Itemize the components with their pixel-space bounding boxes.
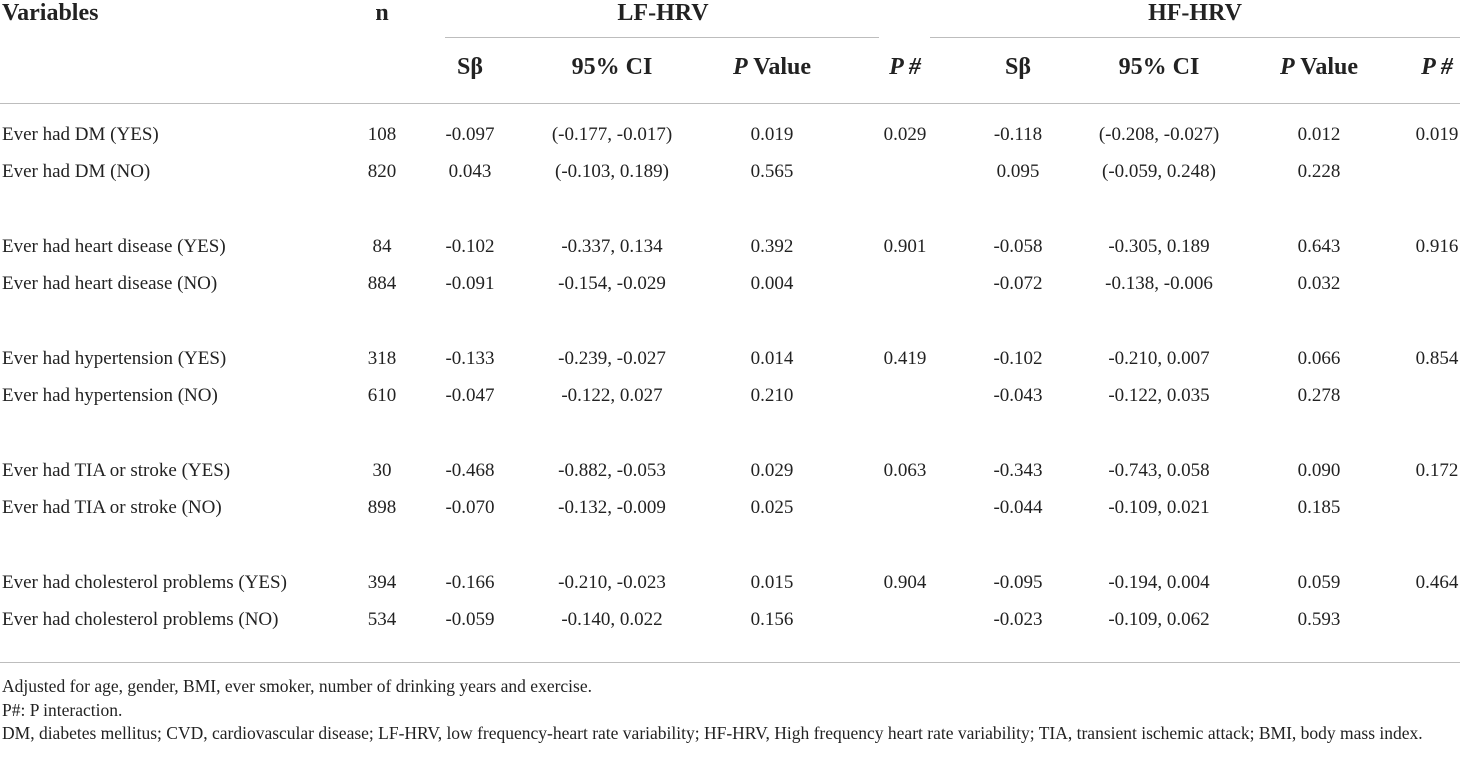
cell-n: 318 — [367, 348, 397, 369]
hf-pvalue-header: P Value — [1279, 54, 1359, 80]
cell-hf-sb: -0.043 — [993, 385, 1043, 406]
cell-hf-ci: -0.122, 0.035 — [1108, 385, 1210, 406]
cell-hf-ci: -0.305, 0.189 — [1108, 236, 1210, 257]
cell-lf-sb: -0.102 — [445, 236, 495, 257]
cell-lf-p: 0.015 — [750, 572, 794, 593]
cell-hf-p: 0.278 — [1297, 385, 1341, 406]
lf-ci-header: 95% CI — [571, 54, 653, 80]
cell-lf-sb: -0.133 — [445, 348, 495, 369]
cell-n: 534 — [367, 609, 397, 630]
cell-lf-sb: 0.043 — [448, 161, 492, 182]
hf-sbeta-header: Sβ — [1005, 54, 1031, 80]
cell-lf-p: 0.210 — [750, 385, 794, 406]
cell-lf-pint: 0.419 — [883, 348, 927, 369]
cell-n: 30 — [372, 460, 392, 481]
cell-n: 820 — [367, 161, 397, 182]
cell-hf-ci: (-0.208, -0.027) — [1098, 124, 1220, 145]
cell-lf-ci: -0.132, -0.009 — [558, 497, 666, 518]
cell-label: Ever had cholesterol problems (NO) — [2, 609, 279, 630]
cell-label: Ever had heart disease (NO) — [2, 273, 218, 294]
cell-lf-ci: -0.882, -0.053 — [558, 460, 666, 481]
cell-label: Ever had hypertension (NO) — [2, 385, 218, 406]
lf-group-rule — [445, 37, 879, 38]
footnote-p-interaction: P#: P interaction. — [2, 699, 123, 720]
cell-lf-pint: 0.063 — [883, 460, 927, 481]
cell-hf-p: 0.185 — [1297, 497, 1341, 518]
cell-lf-p: 0.392 — [750, 236, 794, 257]
cell-hf-sb: -0.023 — [993, 609, 1043, 630]
cell-lf-p: 0.565 — [750, 161, 794, 182]
cell-hf-ci: -0.210, 0.007 — [1108, 348, 1210, 369]
cell-hf-p: 0.228 — [1297, 161, 1341, 182]
lf-pint-header: P # — [889, 54, 921, 80]
cell-hf-ci: -0.743, 0.058 — [1108, 460, 1210, 481]
header-variables: Variables — [2, 0, 99, 26]
cell-hf-ci: (-0.059, 0.248) — [1102, 161, 1216, 182]
hf-pint-header: P # — [1421, 54, 1453, 80]
cell-n: 394 — [367, 572, 397, 593]
cell-hf-pint: 0.019 — [1415, 124, 1459, 145]
table-bottom-rule — [0, 662, 1460, 663]
cell-lf-sb: -0.047 — [445, 385, 495, 406]
cell-n: 884 — [367, 273, 397, 294]
cell-hf-sb: -0.058 — [993, 236, 1043, 257]
cell-hf-sb: -0.102 — [993, 348, 1043, 369]
cell-lf-sb: -0.468 — [445, 460, 495, 481]
cell-label: Ever had DM (NO) — [2, 161, 151, 182]
cell-label: Ever had TIA or stroke (NO) — [2, 497, 222, 518]
cell-hf-ci: -0.194, 0.004 — [1108, 572, 1210, 593]
cell-lf-p: 0.029 — [750, 460, 794, 481]
cell-lf-ci: (-0.177, -0.017) — [551, 124, 673, 145]
cell-hf-p: 0.593 — [1297, 609, 1341, 630]
footnote-adjusted: Adjusted for age, gender, BMI, ever smoker, number of drinking years and exercise. — [2, 676, 593, 696]
cell-hf-sb: -0.343 — [993, 460, 1043, 481]
cell-lf-pint: 0.029 — [883, 124, 927, 145]
cell-n: 108 — [367, 124, 397, 145]
cell-hf-pint: 0.854 — [1415, 348, 1459, 369]
cell-lf-sb: -0.097 — [445, 124, 495, 145]
cell-lf-p: 0.004 — [750, 273, 794, 294]
cell-lf-p: 0.019 — [750, 124, 794, 145]
cell-hf-pint: 0.464 — [1415, 572, 1459, 593]
cell-hf-p: 0.643 — [1297, 236, 1341, 257]
cell-lf-ci: -0.140, 0.022 — [561, 609, 663, 630]
cell-label: Ever had DM (YES) — [2, 124, 159, 145]
table-footnotes — [2, 675, 1458, 746]
cell-lf-sb: -0.091 — [445, 273, 495, 294]
cell-label: Ever had hypertension (YES) — [2, 348, 227, 369]
cell-hf-ci: -0.109, 0.062 — [1108, 609, 1210, 630]
cell-n: 84 — [372, 236, 392, 257]
cell-hf-sb: -0.044 — [993, 497, 1043, 518]
cell-label: Ever had TIA or stroke (YES) — [2, 460, 231, 481]
cell-hf-sb: -0.072 — [993, 273, 1043, 294]
cell-hf-p: 0.090 — [1297, 460, 1341, 481]
lf-sbeta-header: Sβ — [457, 54, 483, 80]
cell-lf-p: 0.156 — [750, 609, 794, 630]
cell-hf-sb: 0.095 — [996, 161, 1040, 182]
cell-lf-sb: -0.166 — [445, 572, 495, 593]
cell-lf-p: 0.014 — [750, 348, 794, 369]
cell-hf-sb: -0.095 — [993, 572, 1043, 593]
cell-n: 610 — [367, 385, 397, 406]
cell-hf-p: 0.066 — [1297, 348, 1341, 369]
cell-lf-ci: -0.239, -0.027 — [558, 348, 666, 369]
cell-hf-p: 0.059 — [1297, 572, 1341, 593]
lf-pvalue-header: P Value — [732, 54, 812, 80]
cell-hf-pint: 0.172 — [1415, 460, 1459, 481]
cell-lf-ci: -0.154, -0.029 — [558, 273, 666, 294]
header-hf-hrv: HF-HRV — [1148, 0, 1242, 26]
header-lf-hrv: LF-HRV — [617, 0, 709, 26]
header-bottom-rule — [0, 103, 1460, 104]
cell-lf-ci: -0.337, 0.134 — [561, 236, 663, 257]
cell-lf-ci: (-0.103, 0.189) — [555, 161, 669, 182]
cell-label: Ever had heart disease (YES) — [2, 236, 226, 257]
cell-lf-pint: 0.904 — [883, 572, 927, 593]
cell-lf-sb: -0.070 — [445, 497, 495, 518]
cell-hf-p: 0.032 — [1297, 273, 1341, 294]
cell-hf-pint: 0.916 — [1415, 236, 1459, 257]
cell-lf-p: 0.025 — [750, 497, 794, 518]
cell-lf-sb: -0.059 — [445, 609, 495, 630]
cell-hf-p: 0.012 — [1297, 124, 1341, 145]
cell-lf-ci: -0.122, 0.027 — [561, 385, 663, 406]
cell-label: Ever had cholesterol problems (YES) — [2, 572, 287, 593]
footnote-abbreviations: DM, diabetes mellitus; CVD, cardiovascular disease; LF-HRV, low frequency-heart rate variability; HF-HRV, High frequency heart rate variability; TIA, transient ischemic attack; BMI, body mass index. — [2, 723, 1423, 743]
cell-n: 898 — [367, 497, 397, 518]
cell-lf-pint: 0.901 — [883, 236, 927, 257]
cell-hf-ci: -0.109, 0.021 — [1108, 497, 1210, 518]
cell-hf-ci: -0.138, -0.006 — [1105, 273, 1213, 294]
header-n: n — [375, 0, 389, 26]
cell-lf-ci: -0.210, -0.023 — [558, 572, 666, 593]
cell-hf-sb: -0.118 — [993, 124, 1043, 145]
hf-ci-header: 95% CI — [1118, 54, 1200, 80]
hf-group-rule — [930, 37, 1460, 38]
